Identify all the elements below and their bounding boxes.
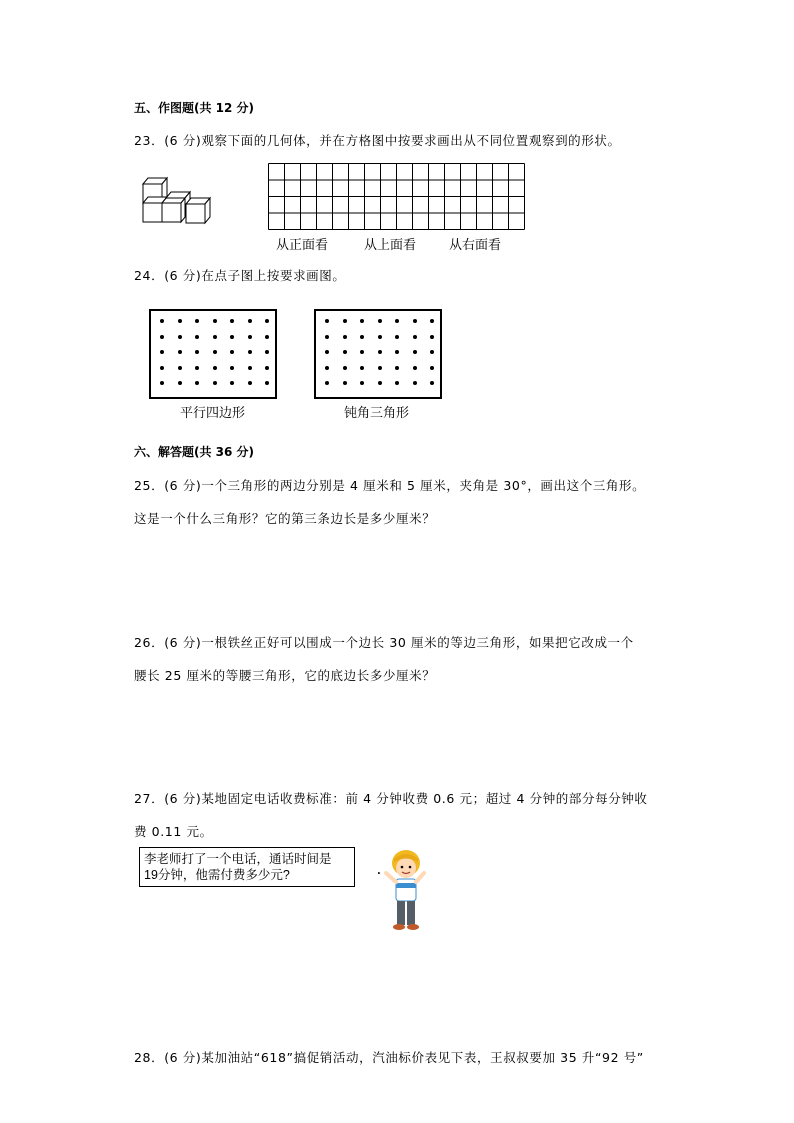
label-top-view: 从上面看 [364, 238, 417, 253]
question-26-line1: 26．(6 分)一根铁丝正好可以围成一个边长 30 厘米的等边三角形，如果把它改成一个 [134, 635, 634, 650]
grid-dot [160, 350, 164, 354]
grid-dot [178, 381, 182, 385]
grid-dot [178, 350, 182, 354]
grid-dot [178, 319, 182, 323]
grid-dot [248, 319, 252, 323]
grid-dot [160, 319, 164, 323]
grid-dot [265, 335, 269, 339]
grid-dot [213, 319, 217, 323]
grid-dot [265, 350, 269, 354]
grid-dot [430, 350, 434, 354]
grid-dot [178, 335, 182, 339]
grid-dot [378, 335, 382, 339]
grid-dot [248, 350, 252, 354]
section-5-title: 五、作图题(共 12 分) [134, 101, 255, 115]
grid-dot [178, 366, 182, 370]
grid-dot [248, 381, 252, 385]
question-27-line2: 费 0.11 元。 [134, 824, 213, 839]
grid-dot [395, 335, 399, 339]
grid-dot [160, 366, 164, 370]
grid-dot [343, 335, 347, 339]
grid-dot [265, 381, 269, 385]
grid-dot [230, 350, 234, 354]
question-24-text: 24．(6 分)在点子图上按要求画图。 [134, 268, 346, 283]
grid-dot [343, 350, 347, 354]
dot-grid-right [314, 309, 442, 399]
speech-line-1: 李老师打了一个电话，通话时间是 [144, 852, 332, 866]
question-27-line1: 27．(6 分)某地固定电话收费标准：前 4 分钟收费 0.6 元；超过 4 分钟的部分每分钟收 [134, 791, 648, 806]
question-25-line1: 25．(6 分)一个三角形的两边分别是 4 厘米和 5 厘米，夹角是 30°，画出这个三角形。 [134, 478, 646, 493]
label-parallelogram: 平行四边形 [180, 406, 246, 421]
grid-dot [395, 350, 399, 354]
label-obtuse-triangle: 钝角三角形 [344, 406, 410, 421]
grid-dot [395, 381, 399, 385]
grid-dot [430, 335, 434, 339]
grid-dot [195, 335, 199, 339]
question-25-line2: 这是一个什么三角形？它的第三条边长是多少厘米？ [134, 511, 436, 526]
speech-line-2: 19分钟，他需付费多少元? [144, 868, 290, 882]
grid-dot [413, 350, 417, 354]
question-23-text: 23．(6 分)观察下面的几何体，并在方格图中按要求画出从不同位置观察到的形状。 [134, 133, 621, 148]
cube-figure [138, 174, 218, 226]
grid-dot [413, 381, 417, 385]
speech-bubble [139, 847, 355, 887]
grid-dot [325, 319, 329, 323]
grid-dot [360, 350, 364, 354]
grid-dot [395, 366, 399, 370]
grid-dot [265, 319, 269, 323]
label-front-view: 从正面看 [276, 238, 329, 253]
grid-dot [395, 319, 399, 323]
label-right-view: 从右面看 [449, 238, 502, 253]
grid-dot [343, 366, 347, 370]
grid-dot [230, 319, 234, 323]
grid-dot [360, 381, 364, 385]
grid-dot [195, 319, 199, 323]
grid-dot [430, 319, 434, 323]
grid-dot [325, 350, 329, 354]
grid-dot [160, 335, 164, 339]
grid-dot [230, 335, 234, 339]
grid-dot [413, 319, 417, 323]
grid-dot [378, 381, 382, 385]
grid-dot [248, 366, 252, 370]
grid-dot [360, 366, 364, 370]
grid-dot [325, 335, 329, 339]
grid-dot [360, 319, 364, 323]
grid-dot [265, 366, 269, 370]
grid-dot [360, 335, 364, 339]
grid-dot [213, 335, 217, 339]
grid-dot [195, 366, 199, 370]
grid-dot [213, 366, 217, 370]
grid-dot [195, 381, 199, 385]
grid-dot [430, 381, 434, 385]
grid-dot [413, 366, 417, 370]
dot-grid-left [149, 309, 277, 399]
grid-dot [378, 350, 382, 354]
grid-dot [413, 335, 417, 339]
question-26-line2: 腰长 25 厘米的等腰三角形，它的底边长多少厘米？ [134, 668, 436, 683]
grid-dot [230, 366, 234, 370]
question-28-line1: 28．(6 分)某加油站“618”搞促销活动，汽油标价表见下表，王叔叔要加 35 升“92 号” [134, 1050, 644, 1065]
grid-dot [213, 350, 217, 354]
grid-dot [378, 319, 382, 323]
grid-dot [343, 381, 347, 385]
section-6-title: 六、解答题(共 36 分) [134, 445, 255, 459]
boy-illustration [378, 847, 434, 937]
grid-paper [268, 163, 526, 230]
grid-dot [343, 319, 347, 323]
grid-dot [248, 335, 252, 339]
grid-dot [160, 381, 164, 385]
grid-dot [378, 366, 382, 370]
grid-dot [195, 350, 199, 354]
grid-dot [213, 381, 217, 385]
grid-dot [325, 366, 329, 370]
grid-dot [230, 381, 234, 385]
grid-dot [430, 366, 434, 370]
grid-dot [325, 381, 329, 385]
